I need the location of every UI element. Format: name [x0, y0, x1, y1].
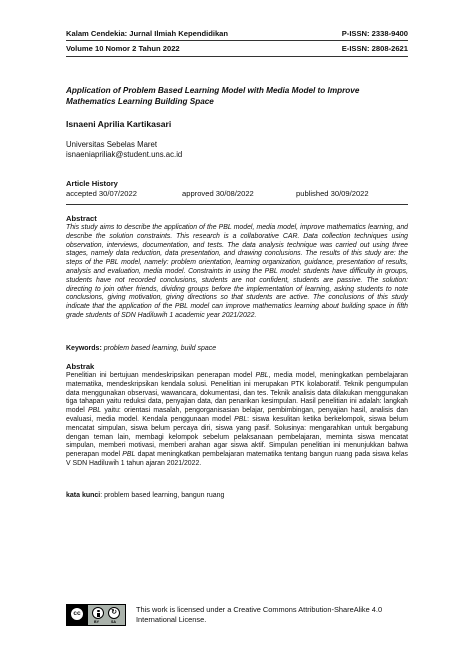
cc-by-sa-badge[interactable]	[66, 604, 126, 626]
abstrak-pbl-term: PBL	[122, 451, 136, 459]
cc-icon: cc	[70, 607, 84, 621]
author-email: isnaeniapriliak@student.uns.ac.id	[66, 150, 183, 159]
affiliation-block	[66, 140, 182, 160]
header-rule-bottom	[66, 56, 408, 57]
abstrak-heading: Abstrak	[66, 362, 95, 371]
abstrak-text: : siswa kesulitan ketika berkelompok, siswa belum mencatat simpulan, siswa belum percaya diri, siswa yang pasif. Solusinya: mengarahkan untuk bergabung dengan teman lain, membagi kelompok sebelum pelaksanaan pembelajaran, meminta siswa mencatat simpulan, memberi motivasi, memberi arahan agar siswa aktif. Simpulan penelitian ini menunjukkan bahwa penerapan model	[66, 415, 408, 459]
keywords-english	[66, 345, 216, 352]
header-rule-top	[66, 40, 408, 41]
author-name: Isnaeni Aprilia Kartikasari	[66, 119, 172, 129]
license-text: This work is licensed under a Creative Commons Attribution-ShareAlike 4.0 International License.	[136, 605, 383, 624]
abstrak-pbl-term: PBL	[234, 415, 248, 423]
article-history-heading: Article History	[66, 179, 118, 188]
cc-sa-text: SA	[111, 620, 116, 624]
abstract-indonesian	[66, 372, 408, 469]
abstrak-text: , media model, meningkatkan pembelajaran matematika, mendeskripsikan kendala solusi. Penelitian ini merupakan PTK kolaboratif. Teknik pengumpulan data menggunakan observasi, wawancara, dokumentasi, dan tes. Teknik analisis data dilakukan menggunakan tiga tahapan yaitu reduksi data, penyajian data, dan penarikan kesimpulan. Hasil penelitian ini adalah: langkah model	[66, 372, 408, 415]
abstrak-pbl-term: PBL	[255, 372, 269, 379]
abstract-heading: Abstract	[66, 214, 97, 223]
abstrak-text: yaitu: orientasi masalah, pengorganisasian belajar, pembimbingan, penyajian hasil, analisis dan evaluasi, media model. Kendala penggunaan model	[66, 407, 409, 423]
kata-kunci-label: kata kunci	[66, 492, 101, 499]
attribution-icon	[92, 607, 104, 619]
license-block	[66, 604, 408, 628]
accepted-date: accepted 30/07/2022	[66, 189, 137, 198]
journal-name: Kalam Cendekia: Jurnal Ilmiah Kependidikan	[66, 29, 229, 38]
volume-info: Volume 10 Nomor 2 Tahun 2022	[66, 44, 180, 53]
published-date: published 30/09/2022	[296, 189, 369, 198]
cc-by-text: BY	[94, 620, 99, 624]
cc-logo-panel	[67, 605, 88, 625]
volume-header	[66, 44, 408, 53]
approved-date: approved 30/08/2022	[182, 189, 254, 198]
e-issn: E-ISSN: 2808-2621	[341, 44, 408, 53]
journal-header	[66, 29, 408, 38]
kata-kunci-values: : problem based learning, bangun ruang	[100, 492, 225, 499]
affiliation: Universitas Sebelas Maret	[66, 140, 158, 149]
abstrak-text: Penelitian ini bertujuan mendeskripsikan penerapan model	[66, 372, 256, 379]
abstract-english: This study aims to describe the application of the PBL model, media model, improve mathematics learning, and describe the solution constraints. This research is a collaborative CAR. Data collection techniques using observation, interviews, documentation, and tests. The data analysis technique was carried out using three stages, namely data reduction, data presentation, and drawing conclusions. The results of this study are: the steps of the PBL model, namely: problem orientation, learning organization, guidance, presentation of results, analysis and evaluation, media model. Constraints in using the PBL model: students have difficulty in groups, students have not recorded conclusions, students are not confident, students are passive. The solution: directing to join other friends, dividing groups before the implementation of learning, asking students to note conclusions, giving motivation, giving directions so that students are active. The conclusions of this study indicate that the application of the PBL model can improve mathematics learning about building space in fifth grade students of SDN Hadiluwih 1 academic year 2021/2022.	[66, 224, 408, 319]
share-alike-icon: ↻	[108, 607, 120, 619]
article-title: Application of Problem Based Learning Model with Media Model to Improve Mathematics Learning Building Space	[66, 86, 360, 106]
keywords-values: problem based learning, build space	[101, 345, 217, 352]
abstrak-pbl-term: PBL	[88, 407, 102, 415]
keywords-label: Keywords:	[66, 345, 102, 352]
history-rule	[66, 204, 408, 205]
keywords-indonesian	[66, 492, 224, 499]
abstrak-text: dapat meningkatkan pembelajaran matematika tentang bangun ruang pada siswa kelas V SDN Hadiluwih 1 tahun ajaran 2021/2022.	[66, 451, 408, 467]
p-issn: P-ISSN: 2338-9400	[341, 29, 408, 38]
